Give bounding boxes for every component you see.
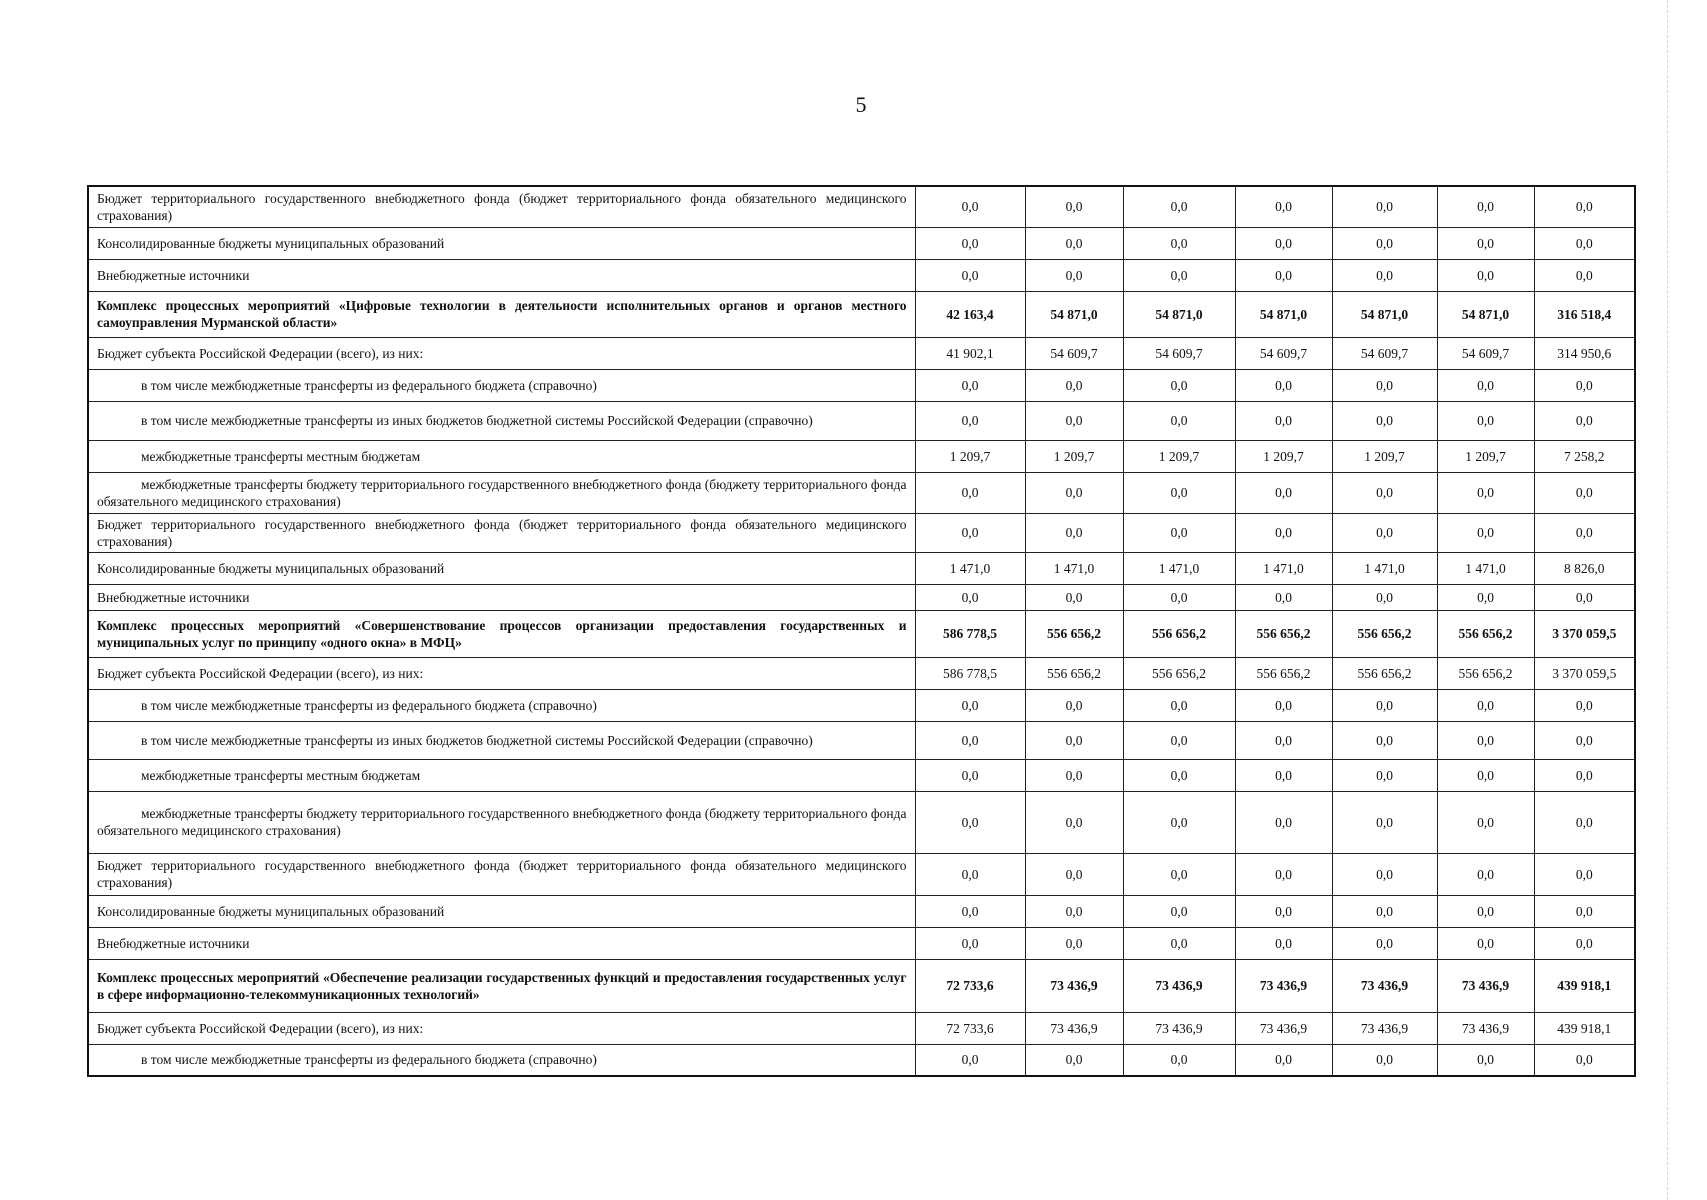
table-row xyxy=(88,259,1635,291)
row-value: 0,0 xyxy=(1235,472,1332,513)
row-value: 0,0 xyxy=(1437,472,1534,513)
table-row xyxy=(88,959,1635,1012)
row-value: 586 778,5 xyxy=(915,657,1025,689)
row-label: межбюджетные трансферты местным бюджетам xyxy=(88,759,915,791)
row-value: 0,0 xyxy=(1025,186,1123,227)
row-value: 54 609,7 xyxy=(1437,337,1534,369)
row-value: 3 370 059,5 xyxy=(1534,610,1635,657)
row-value: 0,0 xyxy=(1235,369,1332,401)
row-value: 556 656,2 xyxy=(1437,610,1534,657)
table-body xyxy=(88,186,1635,1076)
row-value: 54 871,0 xyxy=(1025,291,1123,337)
row-value: 0,0 xyxy=(1332,369,1437,401)
row-value: 0,0 xyxy=(1437,584,1534,610)
row-value: 0,0 xyxy=(1534,927,1635,959)
row-value: 316 518,4 xyxy=(1534,291,1635,337)
row-value: 0,0 xyxy=(1123,895,1235,927)
row-value: 0,0 xyxy=(1534,689,1635,721)
row-value: 0,0 xyxy=(1025,689,1123,721)
row-value: 0,0 xyxy=(1235,259,1332,291)
row-value: 54 609,7 xyxy=(1332,337,1437,369)
table-row xyxy=(88,759,1635,791)
row-value: 54 609,7 xyxy=(1025,337,1123,369)
row-value: 0,0 xyxy=(1235,186,1332,227)
row-value: 0,0 xyxy=(1534,401,1635,440)
row-value: 0,0 xyxy=(1025,721,1123,759)
row-label: Консолидированные бюджеты муниципальных образований xyxy=(88,227,915,259)
budget-table xyxy=(87,185,1636,1077)
row-value: 0,0 xyxy=(1025,227,1123,259)
row-label: в том числе межбюджетные трансферты из федерального бюджета (справочно) xyxy=(88,689,915,721)
row-label: Комплекс процессных мероприятий «Обеспечение реализации государственных функций и предоставления государственных услуг в сфере информационно-телекоммуникационных технологий» xyxy=(88,959,915,1012)
row-value: 556 656,2 xyxy=(1332,610,1437,657)
row-value: 0,0 xyxy=(1025,584,1123,610)
row-value: 8 826,0 xyxy=(1534,552,1635,584)
row-value: 0,0 xyxy=(1332,721,1437,759)
row-value: 0,0 xyxy=(1534,472,1635,513)
row-value: 1 209,7 xyxy=(1437,440,1534,472)
row-value: 556 656,2 xyxy=(1332,657,1437,689)
row-value: 0,0 xyxy=(1025,472,1123,513)
row-value: 556 656,2 xyxy=(1235,610,1332,657)
row-value: 0,0 xyxy=(1534,721,1635,759)
row-value: 314 950,6 xyxy=(1534,337,1635,369)
row-value: 0,0 xyxy=(1332,853,1437,895)
row-value: 0,0 xyxy=(1123,227,1235,259)
row-value: 0,0 xyxy=(1437,853,1534,895)
row-value: 73 436,9 xyxy=(1437,1012,1534,1044)
row-value: 0,0 xyxy=(1332,513,1437,552)
row-label: Консолидированные бюджеты муниципальных образований xyxy=(88,552,915,584)
row-value: 0,0 xyxy=(1235,759,1332,791)
row-value: 0,0 xyxy=(1534,584,1635,610)
row-value: 1 209,7 xyxy=(1332,440,1437,472)
row-value: 0,0 xyxy=(1235,927,1332,959)
row-value: 0,0 xyxy=(1123,584,1235,610)
table-row xyxy=(88,291,1635,337)
row-value: 0,0 xyxy=(1332,791,1437,853)
row-value: 1 209,7 xyxy=(1235,440,1332,472)
row-value: 0,0 xyxy=(915,853,1025,895)
row-value: 1 209,7 xyxy=(1025,440,1123,472)
row-value: 0,0 xyxy=(1235,513,1332,552)
row-value: 0,0 xyxy=(1332,895,1437,927)
row-value: 0,0 xyxy=(1332,927,1437,959)
row-value: 0,0 xyxy=(1123,927,1235,959)
row-value: 54 609,7 xyxy=(1123,337,1235,369)
row-value: 0,0 xyxy=(1235,791,1332,853)
table-row xyxy=(88,791,1635,853)
row-label: в том числе межбюджетные трансферты из федерального бюджета (справочно) xyxy=(88,369,915,401)
row-value: 0,0 xyxy=(915,759,1025,791)
table-row xyxy=(88,227,1635,259)
row-value: 0,0 xyxy=(1123,513,1235,552)
row-value: 0,0 xyxy=(1235,853,1332,895)
row-value: 0,0 xyxy=(1235,721,1332,759)
row-value: 3 370 059,5 xyxy=(1534,657,1635,689)
row-value: 0,0 xyxy=(1437,259,1534,291)
row-value: 0,0 xyxy=(1123,186,1235,227)
row-value: 0,0 xyxy=(1025,401,1123,440)
row-value: 0,0 xyxy=(1123,721,1235,759)
row-label: Бюджет территориального государственного внебюджетного фонда (бюджет территориального фонда обязательного медицинского страхования) xyxy=(88,853,915,895)
row-label: в том числе межбюджетные трансферты из иных бюджетов бюджетной системы Российской Федерации (справочно) xyxy=(88,401,915,440)
table-row xyxy=(88,369,1635,401)
row-label: Бюджет субъекта Российской Федерации (всего), из них: xyxy=(88,1012,915,1044)
table-row xyxy=(88,721,1635,759)
row-value: 0,0 xyxy=(915,689,1025,721)
row-value: 1 471,0 xyxy=(1123,552,1235,584)
row-value: 54 609,7 xyxy=(1235,337,1332,369)
row-value: 0,0 xyxy=(1025,895,1123,927)
row-value: 0,0 xyxy=(1332,759,1437,791)
row-value: 0,0 xyxy=(1025,759,1123,791)
row-value: 0,0 xyxy=(915,369,1025,401)
row-value: 0,0 xyxy=(1025,369,1123,401)
row-value: 556 656,2 xyxy=(1025,657,1123,689)
row-value: 0,0 xyxy=(1123,759,1235,791)
row-value: 0,0 xyxy=(1437,759,1534,791)
row-label: Консолидированные бюджеты муниципальных образований xyxy=(88,895,915,927)
row-value: 72 733,6 xyxy=(915,959,1025,1012)
row-value: 0,0 xyxy=(915,513,1025,552)
row-value: 0,0 xyxy=(1534,227,1635,259)
row-value: 73 436,9 xyxy=(1025,959,1123,1012)
row-value: 0,0 xyxy=(915,259,1025,291)
row-value: 73 436,9 xyxy=(1332,959,1437,1012)
row-value: 0,0 xyxy=(1235,584,1332,610)
row-value: 586 778,5 xyxy=(915,610,1025,657)
row-value: 556 656,2 xyxy=(1025,610,1123,657)
row-value: 0,0 xyxy=(1437,401,1534,440)
row-label: Комплекс процессных мероприятий «Совершенствование процессов организации предоставления государственных и муниципальных услуг по принципу «одного окна» в МФЦ» xyxy=(88,610,915,657)
row-value: 0,0 xyxy=(1534,853,1635,895)
table-row xyxy=(88,513,1635,552)
row-label: Бюджет территориального государственного внебюджетного фонда (бюджет территориального фонда обязательного медицинского страхования) xyxy=(88,513,915,552)
row-value: 0,0 xyxy=(1332,584,1437,610)
row-value: 0,0 xyxy=(915,472,1025,513)
row-value: 0,0 xyxy=(915,186,1025,227)
table-row xyxy=(88,186,1635,227)
scan-edge-line xyxy=(1667,0,1669,1200)
row-value: 0,0 xyxy=(1235,1044,1332,1076)
row-value: 0,0 xyxy=(1534,1044,1635,1076)
table-row xyxy=(88,552,1635,584)
row-label: межбюджетные трансферты местным бюджетам xyxy=(88,440,915,472)
row-value: 72 733,6 xyxy=(915,1012,1025,1044)
row-value: 0,0 xyxy=(915,721,1025,759)
row-value: 0,0 xyxy=(915,927,1025,959)
row-value: 0,0 xyxy=(915,1044,1025,1076)
table-row xyxy=(88,440,1635,472)
table-row xyxy=(88,1044,1635,1076)
page-number: 5 xyxy=(855,92,867,117)
row-value: 0,0 xyxy=(1235,227,1332,259)
row-value: 0,0 xyxy=(1437,791,1534,853)
table-row xyxy=(88,689,1635,721)
row-label: Комплекс процессных мероприятий «Цифровые технологии в деятельности исполнительных органов и органов местного самоуправления Мурманской области» xyxy=(88,291,915,337)
row-value: 54 871,0 xyxy=(1437,291,1534,337)
row-value: 0,0 xyxy=(1025,927,1123,959)
row-value: 0,0 xyxy=(1235,401,1332,440)
row-value: 0,0 xyxy=(1534,259,1635,291)
row-value: 556 656,2 xyxy=(1235,657,1332,689)
row-value: 0,0 xyxy=(1332,227,1437,259)
row-label: межбюджетные трансферты бюджету территориального государственного внебюджетного фонда (бюджету территориального фонда обязательного медицинского страхования) xyxy=(88,791,915,853)
row-value: 0,0 xyxy=(915,584,1025,610)
row-value: 0,0 xyxy=(1123,853,1235,895)
row-value: 73 436,9 xyxy=(1025,1012,1123,1044)
row-label: в том числе межбюджетные трансферты из федерального бюджета (справочно) xyxy=(88,1044,915,1076)
row-value: 0,0 xyxy=(1123,791,1235,853)
row-value: 0,0 xyxy=(915,895,1025,927)
row-value: 556 656,2 xyxy=(1437,657,1534,689)
row-label: Внебюджетные источники xyxy=(88,259,915,291)
table-row xyxy=(88,1012,1635,1044)
row-value: 0,0 xyxy=(1437,689,1534,721)
row-label: межбюджетные трансферты бюджету территориального государственного внебюджетного фонда (бюджету территориального фонда обязательного медицинского страхования) xyxy=(88,472,915,513)
row-value: 0,0 xyxy=(915,791,1025,853)
row-value: 0,0 xyxy=(1025,513,1123,552)
row-value: 0,0 xyxy=(1332,472,1437,513)
row-value: 0,0 xyxy=(1437,927,1534,959)
row-value: 0,0 xyxy=(915,227,1025,259)
row-value: 0,0 xyxy=(1235,689,1332,721)
row-value: 0,0 xyxy=(1123,401,1235,440)
row-value: 0,0 xyxy=(1123,369,1235,401)
row-value: 1 471,0 xyxy=(1235,552,1332,584)
table-row xyxy=(88,927,1635,959)
row-value: 41 902,1 xyxy=(915,337,1025,369)
row-value: 556 656,2 xyxy=(1123,610,1235,657)
row-label: Бюджет субъекта Российской Федерации (всего), из них: xyxy=(88,337,915,369)
row-value: 0,0 xyxy=(1534,895,1635,927)
table-row xyxy=(88,853,1635,895)
row-value: 1 471,0 xyxy=(1025,552,1123,584)
row-value: 1 209,7 xyxy=(915,440,1025,472)
row-value: 54 871,0 xyxy=(1123,291,1235,337)
row-value: 439 918,1 xyxy=(1534,1012,1635,1044)
row-value: 73 436,9 xyxy=(1437,959,1534,1012)
row-value: 0,0 xyxy=(1437,721,1534,759)
row-value: 0,0 xyxy=(1437,513,1534,552)
row-value: 0,0 xyxy=(1332,401,1437,440)
row-value: 73 436,9 xyxy=(1332,1012,1437,1044)
table-row xyxy=(88,472,1635,513)
row-value: 0,0 xyxy=(1534,369,1635,401)
row-value: 73 436,9 xyxy=(1123,959,1235,1012)
row-value: 1 209,7 xyxy=(1123,440,1235,472)
row-value: 1 471,0 xyxy=(1437,552,1534,584)
row-value: 0,0 xyxy=(1437,895,1534,927)
row-label: Внебюджетные источники xyxy=(88,927,915,959)
row-value: 73 436,9 xyxy=(1235,959,1332,1012)
row-value: 73 436,9 xyxy=(1123,1012,1235,1044)
row-value: 0,0 xyxy=(1437,227,1534,259)
row-value: 54 871,0 xyxy=(1332,291,1437,337)
row-value: 0,0 xyxy=(1332,186,1437,227)
row-value: 0,0 xyxy=(1332,1044,1437,1076)
row-value: 0,0 xyxy=(1534,513,1635,552)
table-row xyxy=(88,401,1635,440)
table-row xyxy=(88,584,1635,610)
table-row xyxy=(88,610,1635,657)
row-value: 1 471,0 xyxy=(1332,552,1437,584)
row-value: 1 471,0 xyxy=(915,552,1025,584)
row-value: 0,0 xyxy=(1025,259,1123,291)
row-value: 556 656,2 xyxy=(1123,657,1235,689)
row-label: Бюджет территориального государственного внебюджетного фонда (бюджет территориального фонда обязательного медицинского страхования) xyxy=(88,186,915,227)
row-value: 0,0 xyxy=(1123,689,1235,721)
table-row xyxy=(88,337,1635,369)
row-value: 0,0 xyxy=(1123,472,1235,513)
row-value: 7 258,2 xyxy=(1534,440,1635,472)
table-row xyxy=(88,657,1635,689)
row-value: 0,0 xyxy=(1123,1044,1235,1076)
row-value: 0,0 xyxy=(1437,369,1534,401)
row-label: в том числе межбюджетные трансферты из иных бюджетов бюджетной системы Российской Федерации (справочно) xyxy=(88,721,915,759)
row-value: 54 871,0 xyxy=(1235,291,1332,337)
row-value: 0,0 xyxy=(1534,759,1635,791)
table-row xyxy=(88,895,1635,927)
row-value: 0,0 xyxy=(1025,1044,1123,1076)
row-value: 73 436,9 xyxy=(1235,1012,1332,1044)
row-value: 0,0 xyxy=(1534,791,1635,853)
row-value: 0,0 xyxy=(1437,1044,1534,1076)
row-value: 0,0 xyxy=(1025,791,1123,853)
row-value: 0,0 xyxy=(1123,259,1235,291)
row-label: Бюджет субъекта Российской Федерации (всего), из них: xyxy=(88,657,915,689)
row-label: Внебюджетные источники xyxy=(88,584,915,610)
row-value: 0,0 xyxy=(1235,895,1332,927)
row-value: 0,0 xyxy=(1534,186,1635,227)
row-value: 0,0 xyxy=(1025,853,1123,895)
row-value: 0,0 xyxy=(1437,186,1534,227)
row-value: 0,0 xyxy=(1332,689,1437,721)
row-value: 0,0 xyxy=(1332,259,1437,291)
row-value: 0,0 xyxy=(915,401,1025,440)
row-value: 42 163,4 xyxy=(915,291,1025,337)
row-value: 439 918,1 xyxy=(1534,959,1635,1012)
